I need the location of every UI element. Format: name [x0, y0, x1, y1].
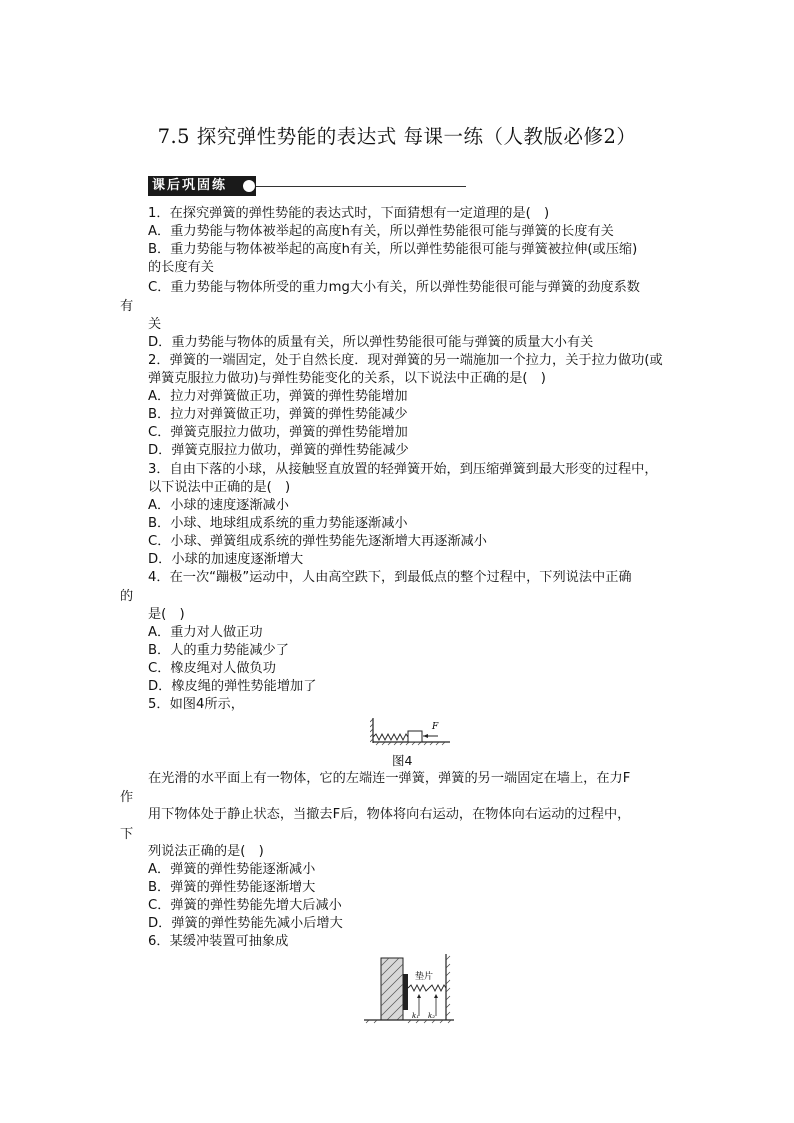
option-5d: D．弹簧的弹性势能先减小后增大 — [148, 916, 343, 931]
question-2: 2．弹簧的一端固定，处于自然长度．现对弹簧的另一端施加一个拉力，关于拉力做功(或 — [148, 353, 663, 368]
k2-label: k₂ — [428, 1012, 436, 1020]
question-2-cont: 弹簧克服拉力做功)与弹性势能变化的关系，以下说法中正确的是( ) — [148, 371, 546, 386]
option-4d: D．橡皮绳的弹性势能增加了 — [148, 679, 317, 694]
question-5-body-cont: 用下物体处于静止状态，当撤去F后，物体将向右运动，在物体向右运动的过程中， — [148, 807, 631, 822]
question-4-cont: 是( ) — [148, 607, 185, 622]
option-1c-overflow: 有 — [120, 299, 134, 314]
figure-4-caption: 图4 — [392, 753, 413, 768]
k1-label: k₁ — [412, 1012, 420, 1020]
page-title: 7.5 探究弹性势能的表达式 每课一练（人教版必修2） — [157, 125, 637, 148]
question-5-body-end: 列说法正确的是( ) — [148, 844, 264, 859]
question-4-overflow: 的 — [120, 589, 134, 604]
section-header — [148, 176, 468, 196]
force-label: F — [432, 722, 439, 732]
section-label: 课后巩固练 — [148, 176, 256, 196]
block — [408, 731, 422, 742]
option-3c: C．小球、弹簧组成系统的弹性势能先逐渐增大再逐渐减小 — [148, 534, 487, 549]
question-1: 1．在探究弹簧的弹性势能的表达式时，下面猜想有一定道理的是( ) — [148, 206, 550, 221]
option-5a: A．弹簧的弹性势能逐渐减小 — [148, 862, 316, 877]
option-5c: C．弹簧的弹性势能先增大后减小 — [148, 898, 342, 913]
question-3-cont: 以下说法中正确的是( ) — [148, 480, 291, 495]
question-5: 5．如图4所示， — [148, 697, 244, 712]
option-1b: B．重力势能与物体被举起的高度h有关，所以弹性势能很可能与弹簧被拉伸(或压缩) — [148, 242, 638, 257]
option-2b: B．拉力对弹簧做正功，弹簧的弹性势能减少 — [148, 407, 408, 422]
option-2a: A．拉力对弹簧做正功，弹簧的弹性势能增加 — [148, 389, 408, 404]
option-4a: A．重力对人做正功 — [148, 625, 263, 640]
question-6: 6．某缓冲装置可抽象成 — [148, 934, 289, 949]
option-3b: B．小球、地球组成系统的重力势能逐渐减小 — [148, 516, 408, 531]
option-1b-cont: 的长度有关 — [148, 260, 214, 275]
figure-4-diagram — [370, 716, 452, 746]
option-1a: A．重力势能与物体被举起的高度h有关，所以弹性势能很可能与弹簧的长度有关 — [148, 224, 614, 239]
spring-k1-icon — [408, 985, 429, 991]
option-3a: A．小球的速度逐渐减小 — [148, 498, 289, 513]
question-5-body: 在光滑的水平面上有一物体，它的左端连一弹簧，弹簧的另一端固定在墙上，在力F — [148, 771, 631, 786]
question-5-body-overflow: 作 — [120, 790, 134, 805]
right-wall-hatch — [446, 956, 450, 1016]
pad-label: 垫片 — [415, 972, 434, 982]
option-2c: C．弹簧克服拉力做功，弹簧的弹性势能增加 — [148, 425, 408, 440]
option-5b: B．弹簧的弹性势能逐渐增大 — [148, 880, 316, 895]
bullet-dot-icon — [243, 180, 255, 192]
option-3d: D．小球的加速度逐渐增大 — [148, 552, 304, 567]
option-1c: C．重力势能与物体所受的重力mg大小有关，所以弹性势能很可能与弹簧的劲度系数 — [148, 280, 640, 295]
figure-6-diagram — [362, 952, 458, 1024]
question-4: 4．在一次“蹦极”运动中，人由高空跌下，到最低点的整个过程中，下列说法中正确 — [148, 570, 632, 585]
section-divider — [256, 186, 466, 187]
option-2d: D．弹簧克服拉力做功，弹簧的弹性势能减少 — [148, 443, 409, 458]
option-1d: D．重力势能与物体的质量有关，所以弹性势能很可能与弹簧的质量大小有关 — [148, 335, 594, 350]
question-3: 3．自由下落的小球，从接触竖直放置的轻弹簧开始，到压缩弹簧到最大形变的过程中， — [148, 462, 658, 477]
option-4b: B．人的重力势能减少了 — [148, 643, 289, 658]
spring-k2-icon — [429, 985, 446, 991]
option-1c-cont: 关 — [148, 317, 162, 332]
question-5-body-overflow-2: 下 — [120, 827, 134, 842]
spring-icon — [373, 734, 408, 740]
pad-plate — [403, 974, 408, 1010]
option-4c: C．橡皮绳对人做负功 — [148, 661, 276, 676]
